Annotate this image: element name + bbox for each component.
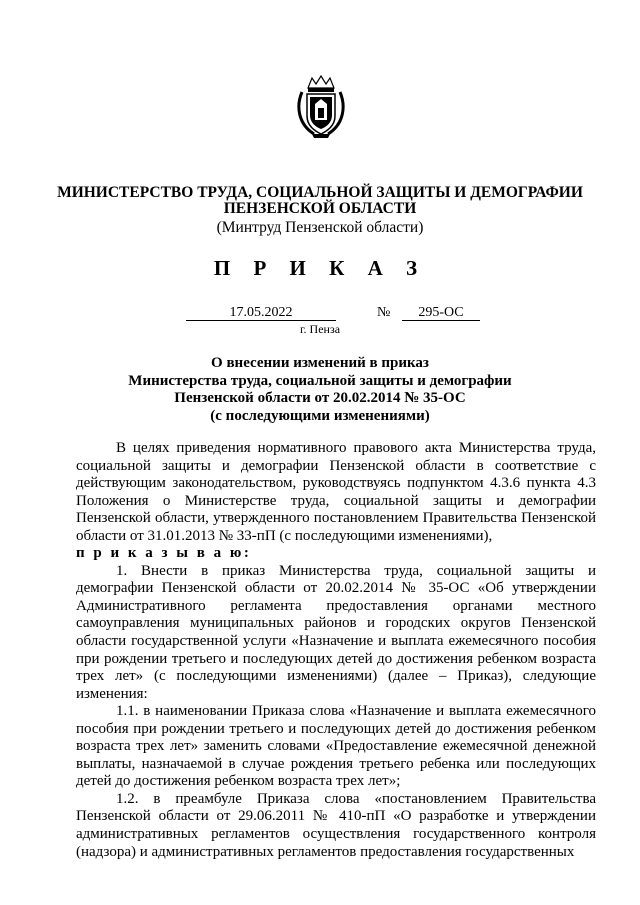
document-city: г. Пенза [299, 322, 341, 336]
number-sign: № [377, 305, 391, 320]
ministry-name [0, 185, 640, 217]
ministry-name-line1: МИНИСТЕРСТВО ТРУДА, СОЦИАЛЬНОЙ ЗАЩИТЫ И ДЕМОГРАФИИ [57, 184, 583, 201]
ministry-short-name: (Минтруд Пензенской области) [216, 219, 424, 236]
subject-line3: Пензенской области от 20.02.2014 № 35-ОС [174, 390, 466, 407]
preamble-paragraph: В целях приведения нормативного правового акта Министерства труда, социальной защиты и демографии Пензенской области в соответствие с действующим законодательством, руководствуясь подпунктом 4.3.6 пункта 4.3 Положения о Министерстве труда, социальной защиты и демографии Пензенской области, утвержденного постановлением Правительства Пензенской области от 31.01.2013 № 33-пП (с последующими изменениями), [76, 440, 596, 544]
penza-coat-of-arms-icon [294, 74, 348, 140]
document-type: П Р И К А З [213, 256, 427, 280]
document-body [76, 440, 596, 861]
paragraph-1: 1. Внести в приказ Министерства труда, социальной защиты и демографии Пензенской области от 20.02.2014 № 35-ОС «Об утверждении Административного регламента предоставления органами местного самоуправления муниципальных районов и городских округов Пензенской области государственной услуги «Назначение и выплата ежемесячного пособия при рождении третьего и последующих детей до достижения ребенком возраста трех лет» (с последующими изменениями) (далее – Приказ), следующие изменения: [76, 562, 596, 702]
subject-line4: (с последующими изменениями) [210, 407, 430, 424]
subject-line1: О внесении изменений в приказ [211, 355, 429, 371]
paragraph-1-2: 1.2. в преамбуле Приказа слова «постановлением Правительства Пензенской области от 29.06.2011 № 410-пП «О разработке и утверждении административных регламентов осуществления государственного контроля (надзора) и административных регламентов предоставления государственных [76, 790, 596, 860]
document-date: 17.05.2022 [186, 306, 336, 321]
order-word-line [76, 545, 596, 563]
document-number: 295-ОС [402, 306, 480, 321]
paragraph-1-1: 1.1. в наименовании Приказа слова «Назначение и выплата ежемесячного пособия при рождении третьего и последующих детей до достижения ребенком возраста трех лет» заменить словами «Предоставление ежемесячной денежной выплаты, назначаемой в случае рождения третьего ребенка или последующих детей до достижения ребенком возраста трех лет»; [76, 703, 596, 790]
subject-line2: Министерства труда, социальной защиты и демографии [128, 372, 512, 389]
document-subject [0, 355, 640, 425]
order-word: п р и к а з ы в а ю: [76, 545, 252, 562]
ministry-name-line2: ПЕНЗЕНСКОЙ ОБЛАСТИ [223, 200, 417, 217]
